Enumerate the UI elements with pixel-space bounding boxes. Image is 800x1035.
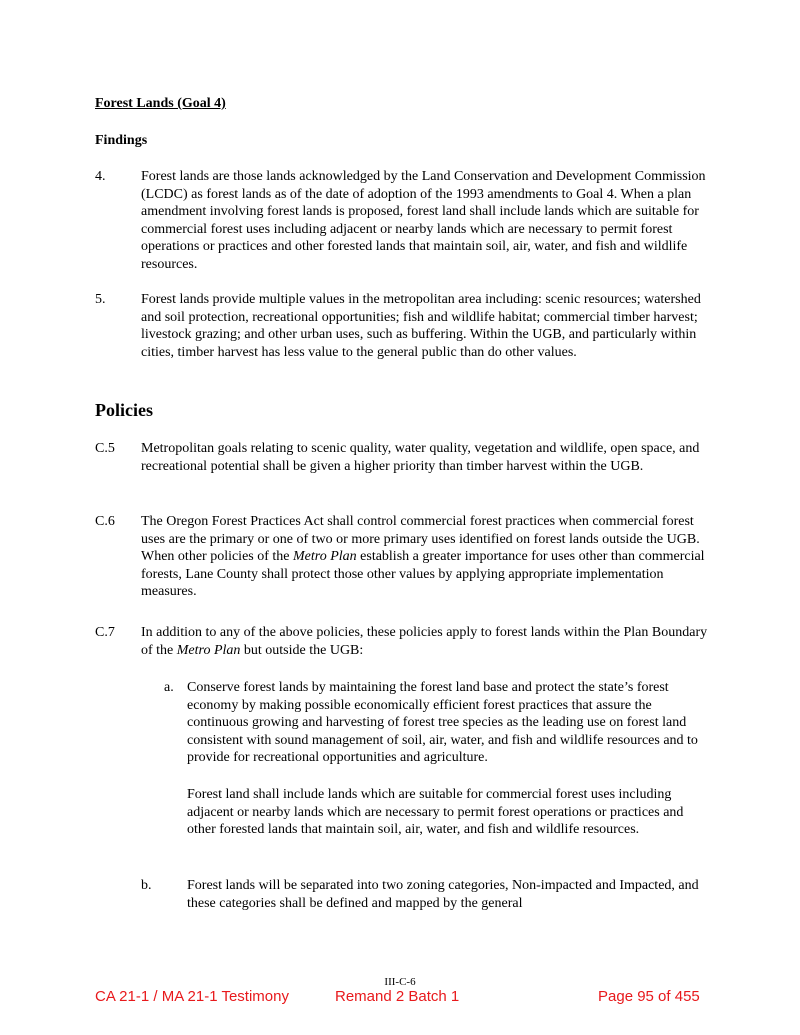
- finding-number: 4.: [95, 169, 106, 184]
- item-text: Conserve forest lands by maintaining the forest land base and protect the state’s forest economy by making possible economically efficient forest practices that assure the continuous growing and harvesting of forest tree species as the leading use on forest land consistent with sound management of soil, air, water, and fish and wildlife resources and to provide for recreational opportunities and agriculture.: [187, 680, 698, 766]
- finding-4: [95, 168, 715, 274]
- finding-text: Forest lands are those lands acknowledged by the Land Conservation and Development Commission (LCDC) as forest lands as of the date of adoption of the 1993 amendments to Goal 4. When a plan amendment involving forest lands is proposed, forest land shall include lands which are suitable for commercial forest uses including adjacent or nearby lands which are necessary to permit forest operations or practices and other forested lands that maintain soil, air, water, and fish and wildlife resources.: [141, 169, 706, 272]
- findings-heading: Findings: [95, 133, 148, 148]
- policy-text: Metropolitan goals relating to scenic quality, water quality, vegetation and wildlife, open space, and recreational potential shall be given a higher priority than timber harvest within the UGB.: [141, 441, 700, 474]
- footer-page-count: Page 95 of 455: [598, 988, 700, 1005]
- section-heading: Forest Lands (Goal 4): [95, 96, 226, 111]
- policy-c7-item-b: [141, 877, 701, 912]
- item-label: b.: [141, 878, 152, 893]
- policy-number: C.5: [95, 441, 115, 456]
- footer-case-label: CA 21-1 / MA 21-1 Testimony: [95, 988, 289, 1005]
- policy-c7: [95, 624, 715, 659]
- page-number: III-C-6: [384, 976, 416, 988]
- footer-batch-label: Remand 2 Batch 1: [335, 988, 460, 1005]
- finding-text: Forest lands provide multiple values in the metropolitan area including: scenic resources; watershed and soil protection, recreational opportunities; fish and wildlife habitat; commercial timber harvest; livestock grazing; and other urban uses, such as buffering. Within the UGB, and particularly within cities, timber harvest has less value to the general public than do other values.: [141, 292, 701, 360]
- policy-c5: [95, 440, 715, 475]
- finding-number: 5.: [95, 292, 106, 307]
- item-label: a.: [164, 680, 174, 695]
- finding-5: [95, 291, 715, 361]
- policy-number: C.6: [95, 514, 115, 529]
- policy-text: In addition to any of the above policies, these policies apply to forest lands within the Plan Boundary of the Metro Plan but outside the UGB:: [141, 625, 708, 658]
- policy-number: C.7: [95, 625, 115, 640]
- policy-c7-item-a: [141, 679, 701, 767]
- plan-title: Metro Plan: [293, 549, 357, 565]
- policies-heading: Policies: [95, 400, 153, 420]
- plan-title: Metro Plan: [176, 642, 241, 658]
- policy-c6: [95, 513, 715, 601]
- policy-c7-item-a-continuation: Forest land shall include lands which are suitable for commercial forest uses including adjacent or nearby lands which are necessary to permit forest operations or practices and other forested lands that maintain soil, air, water, and fish and wildlife resources.: [187, 787, 684, 838]
- item-text: Forest lands will be separated into two zoning categories, Non-impacted and Impacted, and these categories shall be defined and mapped by the general: [187, 878, 699, 911]
- policy-text: The Oregon Forest Practices Act shall control commercial forest practices when commercial forest uses are the primary or one of two or more primary uses identified on forest lands outside the UGB. When other policies of the Metro Plan establish a greater importance for uses other than commercial forests, Lane County shall protect those other values by applying appropriate implementation measures.: [141, 514, 705, 600]
